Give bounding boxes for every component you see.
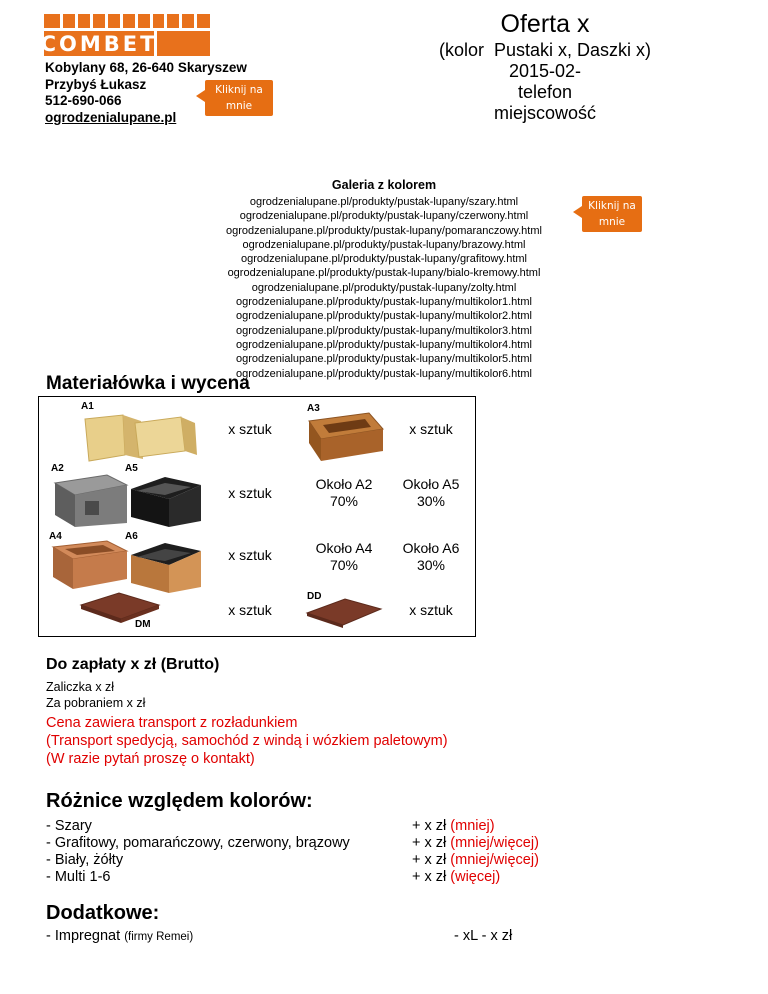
materials-table	[38, 396, 476, 637]
mix-a6-label: Około A6	[402, 540, 460, 556]
gallery-link[interactable]: ogrodzenialupane.pl/produkty/pustak-lupany/grafitowy.html	[241, 253, 527, 266]
difference-price: + x zł	[412, 835, 447, 851]
extras-item-label: - Impregnat	[46, 928, 121, 944]
row2-mix-a5	[387, 473, 475, 513]
click-me-callout-contact[interactable]	[205, 80, 273, 116]
payment-title: Do zapłaty x zł (Brutto)	[46, 656, 220, 673]
row3-mix-a4	[301, 537, 387, 577]
block-label-a2: A2	[51, 463, 64, 474]
difference-item: - Biały, żółty	[46, 852, 124, 868]
difference-note: (więcej)	[450, 869, 501, 885]
offer-city: miejscowość	[493, 103, 597, 123]
gallery-link[interactable]: ogrodzenialupane.pl/produkty/pustak-lupany/czerwony.html	[239, 210, 529, 223]
row1-price: x sztuk	[409, 420, 453, 437]
gallery-link[interactable]: ogrodzenialupane.pl/produkty/pustak-lupany/brazowy.html	[242, 238, 526, 251]
logo-bricks	[44, 14, 210, 28]
difference-note: (mniej)	[450, 818, 495, 834]
extras-title: Dodatkowe:	[46, 902, 160, 924]
offer-date: 2015-02-	[508, 61, 582, 81]
block-label-a4: A4	[49, 531, 62, 542]
difference-price-row	[412, 835, 539, 852]
block-a4-image	[49, 537, 131, 593]
advance-payment: Zaliczka x zł	[46, 680, 115, 694]
block-label-a5: A5	[125, 463, 138, 474]
callout-line2: mnie	[598, 216, 626, 228]
block-a1-image	[83, 409, 203, 464]
cap-label-dm: DM	[135, 619, 151, 630]
gallery-link[interactable]: ogrodzenialupane.pl/produkty/pustak-lupany/multikolor3.html	[236, 324, 532, 337]
difference-note: (mniej/więcej)	[450, 852, 539, 868]
gallery-title: Galeria z kolorem	[331, 178, 437, 192]
transport-notes	[46, 714, 448, 768]
cash-on-delivery: Za pobraniem x zł	[46, 696, 146, 710]
difference-price-row	[412, 818, 539, 835]
gallery-link[interactable]: ogrodzenialupane.pl/produkty/pustak-lupany/bialo-kremowy.html	[227, 267, 541, 280]
gallery-link[interactable]: ogrodzenialupane.pl/produkty/pustak-lupany/szary.html	[249, 196, 519, 208]
row1-qty: x sztuk	[228, 420, 272, 437]
difference-price: + x zł	[412, 869, 447, 885]
extras-price: - xL - x zł	[454, 928, 513, 944]
cap-label-dd: DD	[307, 591, 322, 602]
row4-qty: x sztuk	[228, 601, 272, 618]
mix-a2-label: Około A2	[315, 476, 373, 492]
offer-color-line: (kolor Pustaki x, Daszki x)	[438, 40, 652, 60]
gallery-links	[184, 195, 584, 381]
extras-item-note: (firmy Remei)	[124, 931, 194, 943]
materials-heading: Materiałówka i wycena	[46, 373, 250, 394]
callout-line2: mnie	[225, 100, 253, 112]
mix-a4-label: Około A4	[315, 540, 373, 556]
block-label-a1: A1	[81, 401, 94, 412]
gallery-link[interactable]: ogrodzenialupane.pl/produkty/pustak-lupany/multikolor5.html	[236, 353, 532, 366]
callout-line1: Kliknij na	[588, 200, 636, 212]
gallery-link[interactable]: ogrodzenialupane.pl/produkty/pustak-lupany/multikolor6.html	[236, 367, 532, 380]
mix-a6-percent: 30%	[416, 557, 446, 573]
difference-price: + x zł	[412, 818, 447, 834]
differences-prices	[412, 818, 539, 886]
difference-item: - Multi 1-6	[46, 869, 111, 885]
differences-list	[46, 818, 350, 886]
gallery-link[interactable]: ogrodzenialupane.pl/produkty/pustak-lupany/multikolor4.html	[236, 338, 532, 351]
difference-price-row	[412, 869, 539, 886]
block-label-a3: A3	[307, 403, 320, 414]
contact-address: Kobylany 68, 26-640 Skaryszew	[45, 60, 247, 75]
block-a2-image	[51, 471, 131, 529]
extras-item	[46, 928, 193, 944]
offer-title: Oferta x	[500, 10, 590, 38]
difference-item: - Grafitowy, pomarańczowy, czerwony, brązowy	[46, 835, 350, 851]
cap-dd-image	[305, 595, 383, 629]
block-label-a6: A6	[125, 531, 138, 542]
offer-details	[380, 40, 710, 124]
gallery-link[interactable]: ogrodzenialupane.pl/produkty/pustak-lupany/multikolor2.html	[236, 310, 532, 323]
contact-phone: 512-690-066	[45, 93, 122, 108]
difference-item: - Szary	[46, 818, 92, 834]
mix-a4-percent: 70%	[329, 557, 359, 573]
logo-text: COMBET	[40, 31, 158, 56]
difference-price-row	[412, 852, 539, 869]
offer-phone: telefon	[517, 82, 573, 102]
gallery-link[interactable]: ogrodzenialupane.pl/produkty/pustak-lupany/zolty.html	[251, 281, 517, 294]
website-link[interactable]: ogrodzenialupane.pl	[45, 109, 177, 125]
difference-price: + x zł	[412, 852, 447, 868]
difference-note: (mniej/więcej)	[450, 835, 539, 851]
transport-note-3: (W razie pytań proszę o kontakt)	[46, 751, 255, 767]
mix-a2-percent: 70%	[329, 493, 359, 509]
combet-logo	[40, 14, 210, 56]
block-a5-image	[125, 471, 205, 529]
transport-note-2: (Transport spedycją, samochód z windą i wózkiem paletowym)	[46, 733, 448, 749]
row2-mix-a2	[301, 473, 387, 513]
block-a3-image	[307, 411, 387, 463]
differences-title: Różnice względem kolorów:	[46, 790, 313, 812]
mix-a5-percent: 30%	[416, 493, 446, 509]
row2-qty: x sztuk	[228, 484, 272, 501]
row3-mix-a6	[387, 537, 475, 577]
mix-a5-label: Około A5	[402, 476, 460, 492]
click-me-callout-gallery[interactable]	[582, 196, 642, 232]
row3-qty: x sztuk	[228, 546, 272, 563]
callout-line1: Kliknij na	[215, 84, 263, 96]
block-a6-image	[125, 537, 205, 595]
contact-name: Przybyś Łukasz	[45, 76, 147, 92]
transport-note-1: Cena zawiera transport z rozładunkiem	[46, 715, 298, 731]
row4-price: x sztuk	[409, 601, 453, 618]
gallery-link[interactable]: ogrodzenialupane.pl/produkty/pustak-lupany/pomaranczowy.html	[226, 224, 542, 237]
logo-wordmark	[40, 31, 210, 56]
gallery-link[interactable]: ogrodzenialupane.pl/produkty/pustak-lupany/multikolor1.html	[236, 296, 532, 309]
